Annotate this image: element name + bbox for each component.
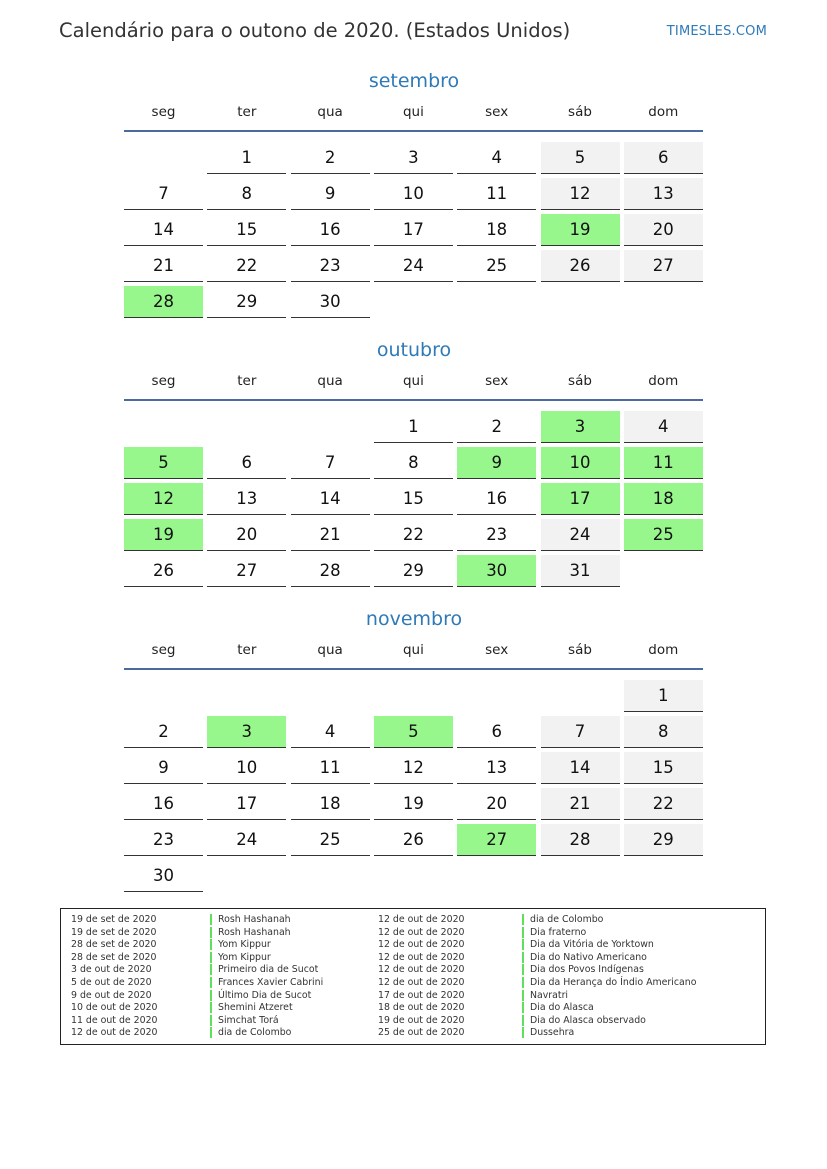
day-cell[interactable]: 5 — [124, 447, 203, 479]
day-cell[interactable]: 24 — [374, 250, 453, 282]
holiday-name: Dia do Nativo Americano — [530, 951, 647, 963]
day-cell[interactable]: 11 — [624, 447, 703, 479]
day-cell[interactable]: 11 — [291, 752, 370, 784]
weekday-label: qui — [402, 373, 424, 389]
holiday-name: Primeiro dia de Sucot — [218, 964, 319, 976]
day-cell[interactable]: 17 — [541, 483, 620, 515]
holiday-name: Dia do Alasca — [530, 1002, 594, 1014]
day-cell[interactable]: 10 — [207, 752, 286, 784]
holiday-name: Dia fraterno — [530, 926, 587, 938]
day-cell[interactable]: 30 — [124, 860, 203, 892]
day-cell[interactable]: 20 — [624, 214, 703, 246]
weekday-header — [124, 642, 704, 660]
holiday-date: 25 de out de 2020 — [378, 1027, 465, 1039]
day-cell[interactable]: 18 — [624, 483, 703, 515]
day-cell[interactable]: 22 — [374, 519, 453, 551]
day-cell[interactable]: 21 — [124, 250, 203, 282]
day-cell[interactable]: 24 — [207, 824, 286, 856]
day-cell[interactable]: 16 — [291, 214, 370, 246]
holiday-date: 28 de set de 2020 — [71, 951, 157, 963]
day-cell[interactable]: 3 — [207, 716, 286, 748]
holiday-marker — [210, 977, 212, 988]
day-cell[interactable]: 21 — [541, 788, 620, 820]
day-cell[interactable]: 25 — [457, 250, 536, 282]
day-cell[interactable]: 23 — [457, 519, 536, 551]
holiday-date: 5 de out de 2020 — [71, 977, 152, 988]
holiday-date: 18 de out de 2020 — [378, 1002, 465, 1014]
day-cell[interactable]: 8 — [624, 716, 703, 748]
day-cell[interactable]: 19 — [374, 788, 453, 820]
holiday-marker — [210, 927, 212, 938]
holiday-marker — [522, 977, 524, 988]
day-cell[interactable]: 5 — [374, 716, 453, 748]
day-cell[interactable]: 27 — [457, 824, 536, 856]
holiday-date: 12 de out de 2020 — [378, 951, 465, 963]
day-cell[interactable]: 19 — [124, 519, 203, 551]
weekday-label: seg — [151, 373, 176, 389]
day-cell[interactable]: 6 — [457, 716, 536, 748]
day-cell[interactable]: 23 — [291, 250, 370, 282]
day-cell[interactable]: 2 — [124, 716, 203, 748]
weekday-label: dom — [648, 642, 679, 658]
weekday-label: qua — [317, 642, 343, 658]
day-cell[interactable]: 7 — [291, 447, 370, 479]
day-cell[interactable]: 17 — [374, 214, 453, 246]
holiday-name: Dussehra — [530, 1027, 575, 1039]
month-title: outubro — [376, 339, 452, 361]
weekday-label: ter — [237, 104, 257, 120]
holiday-marker — [210, 1027, 212, 1038]
day-cell[interactable]: 30 — [457, 555, 536, 587]
weekday-label: dom — [648, 104, 679, 120]
holiday-date: 3 de out de 2020 — [71, 964, 152, 976]
day-cell[interactable]: 6 — [207, 447, 286, 479]
month-title: novembro — [365, 608, 463, 630]
holiday-date: 11 de out de 2020 — [71, 1014, 158, 1026]
holiday-marker — [522, 1015, 524, 1026]
holiday-name: Navratri — [530, 989, 569, 1001]
holiday-date: 12 de out de 2020 — [378, 964, 465, 976]
day-cell[interactable]: 7 — [541, 716, 620, 748]
day-cell[interactable]: 21 — [291, 519, 370, 551]
holiday-name: Dia dos Povos Indígenas — [530, 964, 644, 976]
day-cell[interactable]: 3 — [541, 411, 620, 443]
day-cell[interactable]: 26 — [541, 250, 620, 282]
day-cell[interactable]: 29 — [207, 286, 286, 318]
day-cell[interactable]: 1 — [624, 680, 703, 712]
day-cell[interactable]: 5 — [541, 142, 620, 174]
holiday-marker — [210, 1015, 212, 1026]
day-cell[interactable]: 25 — [291, 824, 370, 856]
day-cell[interactable]: 19 — [541, 214, 620, 246]
month-divider — [124, 668, 703, 670]
day-cell[interactable]: 12 — [124, 483, 203, 515]
holiday-list — [60, 908, 766, 1045]
day-cell[interactable]: 24 — [541, 519, 620, 551]
day-cell[interactable]: 26 — [374, 824, 453, 856]
holiday-name: Simchat Torá — [218, 1014, 279, 1026]
day-cell[interactable]: 17 — [207, 788, 286, 820]
weekday-label: dom — [648, 373, 679, 389]
holiday-name: Shemini Atzeret — [218, 1002, 293, 1014]
holiday-marker — [522, 952, 524, 963]
day-cell[interactable]: 13 — [457, 752, 536, 784]
holiday-name: Rosh Hashanah — [218, 914, 291, 925]
day-cell[interactable]: 13 — [624, 178, 703, 210]
holiday-date: 12 de out de 2020 — [71, 1027, 158, 1039]
holiday-date: 12 de out de 2020 — [378, 939, 465, 951]
holiday-marker — [522, 1027, 524, 1038]
holiday-date: 12 de out de 2020 — [378, 914, 465, 925]
day-cell[interactable]: 14 — [124, 214, 203, 246]
weekday-header — [124, 373, 704, 391]
month-divider — [124, 399, 703, 401]
day-cell[interactable]: 15 — [624, 752, 703, 784]
holiday-marker — [522, 914, 524, 925]
weekday-label: seg — [151, 104, 176, 120]
weekday-label: seg — [151, 642, 176, 658]
holiday-name: Dia da Herança do Índio Americano — [530, 977, 697, 988]
weekday-label: sáb — [568, 104, 592, 120]
weekday-label: sex — [485, 373, 509, 389]
day-cell[interactable]: 12 — [374, 752, 453, 784]
day-cell[interactable]: 28 — [124, 286, 203, 318]
day-cell[interactable]: 14 — [541, 752, 620, 784]
weekday-label: sex — [485, 642, 509, 658]
day-cell[interactable]: 15 — [374, 483, 453, 515]
weekday-label: ter — [237, 373, 257, 389]
holiday-marker — [522, 939, 524, 950]
day-cell[interactable]: 9 — [291, 178, 370, 210]
site-link[interactable]: TIMESLES.COM — [666, 24, 767, 39]
day-cell[interactable]: 2 — [457, 411, 536, 443]
holiday-name: Dia da Vitória de Yorktown — [530, 939, 654, 951]
day-cell[interactable]: 15 — [207, 214, 286, 246]
day-cell[interactable]: 11 — [457, 178, 536, 210]
day-cell[interactable]: 6 — [624, 142, 703, 174]
day-cell[interactable]: 23 — [124, 824, 203, 856]
month-title: setembro — [368, 70, 460, 92]
day-cell[interactable]: 7 — [124, 178, 203, 210]
holiday-date: 19 de set de 2020 — [71, 926, 157, 938]
holiday-name: Último Dia de Sucot — [218, 989, 312, 1001]
weekday-label: qui — [402, 642, 424, 658]
holiday-name: Frances Xavier Cabrini — [218, 977, 324, 988]
holiday-marker — [522, 990, 524, 1001]
day-cell[interactable]: 16 — [457, 483, 536, 515]
day-cell[interactable]: 10 — [541, 447, 620, 479]
day-cell[interactable]: 9 — [457, 447, 536, 479]
day-cell[interactable]: 18 — [291, 788, 370, 820]
day-cell[interactable]: 29 — [374, 555, 453, 587]
day-cell[interactable]: 20 — [207, 519, 286, 551]
day-cell[interactable]: 8 — [207, 178, 286, 210]
weekday-label: qua — [317, 373, 343, 389]
day-cell[interactable]: 10 — [374, 178, 453, 210]
holiday-date: 19 de out de 2020 — [378, 1014, 465, 1026]
holiday-date: 12 de out de 2020 — [378, 926, 465, 938]
weekday-label: qui — [402, 104, 424, 120]
holiday-name: dia de Colombo — [218, 1027, 292, 1039]
holiday-name: Dia do Alasca observado — [530, 1014, 646, 1026]
holiday-date: 17 de out de 2020 — [378, 989, 465, 1001]
day-cell[interactable]: 16 — [124, 788, 203, 820]
day-cell[interactable]: 18 — [457, 214, 536, 246]
day-cell[interactable]: 25 — [624, 519, 703, 551]
day-cell[interactable]: 1 — [207, 142, 286, 174]
holiday-date: 12 de out de 2020 — [378, 977, 465, 988]
holiday-name: Yom Kippur — [218, 939, 271, 951]
day-cell[interactable]: 4 — [624, 411, 703, 443]
day-cell[interactable]: 1 — [374, 411, 453, 443]
holiday-marker — [210, 964, 212, 975]
holiday-marker — [210, 914, 212, 925]
day-cell[interactable]: 28 — [541, 824, 620, 856]
day-cell[interactable]: 28 — [291, 555, 370, 587]
holiday-name: dia de Colombo — [530, 914, 604, 925]
holiday-marker — [210, 990, 212, 1001]
weekday-label: sex — [485, 104, 509, 120]
weekday-label: sáb — [568, 642, 592, 658]
month-divider — [124, 130, 703, 132]
day-cell[interactable]: 22 — [207, 250, 286, 282]
day-cell[interactable]: 2 — [291, 142, 370, 174]
day-cell[interactable]: 26 — [124, 555, 203, 587]
day-cell[interactable]: 13 — [207, 483, 286, 515]
holiday-marker — [522, 927, 524, 938]
holiday-marker — [522, 964, 524, 975]
day-cell[interactable]: 29 — [624, 824, 703, 856]
day-cell[interactable]: 3 — [374, 142, 453, 174]
holiday-name: Rosh Hashanah — [218, 926, 291, 938]
day-cell[interactable]: 30 — [291, 286, 370, 318]
day-cell[interactable]: 27 — [624, 250, 703, 282]
weekday-label: ter — [237, 642, 257, 658]
day-cell[interactable]: 9 — [124, 752, 203, 784]
day-cell[interactable]: 4 — [291, 716, 370, 748]
weekday-label: qua — [317, 104, 343, 120]
holiday-name: Yom Kippur — [218, 951, 271, 963]
holiday-marker — [210, 952, 212, 963]
weekday-label: sáb — [568, 373, 592, 389]
holiday-marker — [210, 1002, 212, 1013]
day-cell[interactable]: 31 — [541, 555, 620, 587]
holiday-marker — [210, 939, 212, 950]
weekday-header — [124, 104, 704, 122]
day-cell[interactable]: 14 — [291, 483, 370, 515]
day-cell[interactable]: 22 — [624, 788, 703, 820]
day-cell[interactable]: 27 — [207, 555, 286, 587]
day-cell[interactable]: 12 — [541, 178, 620, 210]
holiday-date: 28 de set de 2020 — [71, 939, 157, 951]
holiday-marker — [522, 1002, 524, 1013]
holiday-date: 19 de set de 2020 — [71, 914, 157, 925]
day-cell[interactable]: 20 — [457, 788, 536, 820]
holiday-date: 10 de out de 2020 — [71, 1002, 158, 1014]
day-cell[interactable]: 4 — [457, 142, 536, 174]
day-cell[interactable]: 8 — [374, 447, 453, 479]
page-title: Calendário para o outono de 2020. (Estados Unidos) — [59, 19, 571, 42]
holiday-date: 9 de out de 2020 — [71, 989, 152, 1001]
